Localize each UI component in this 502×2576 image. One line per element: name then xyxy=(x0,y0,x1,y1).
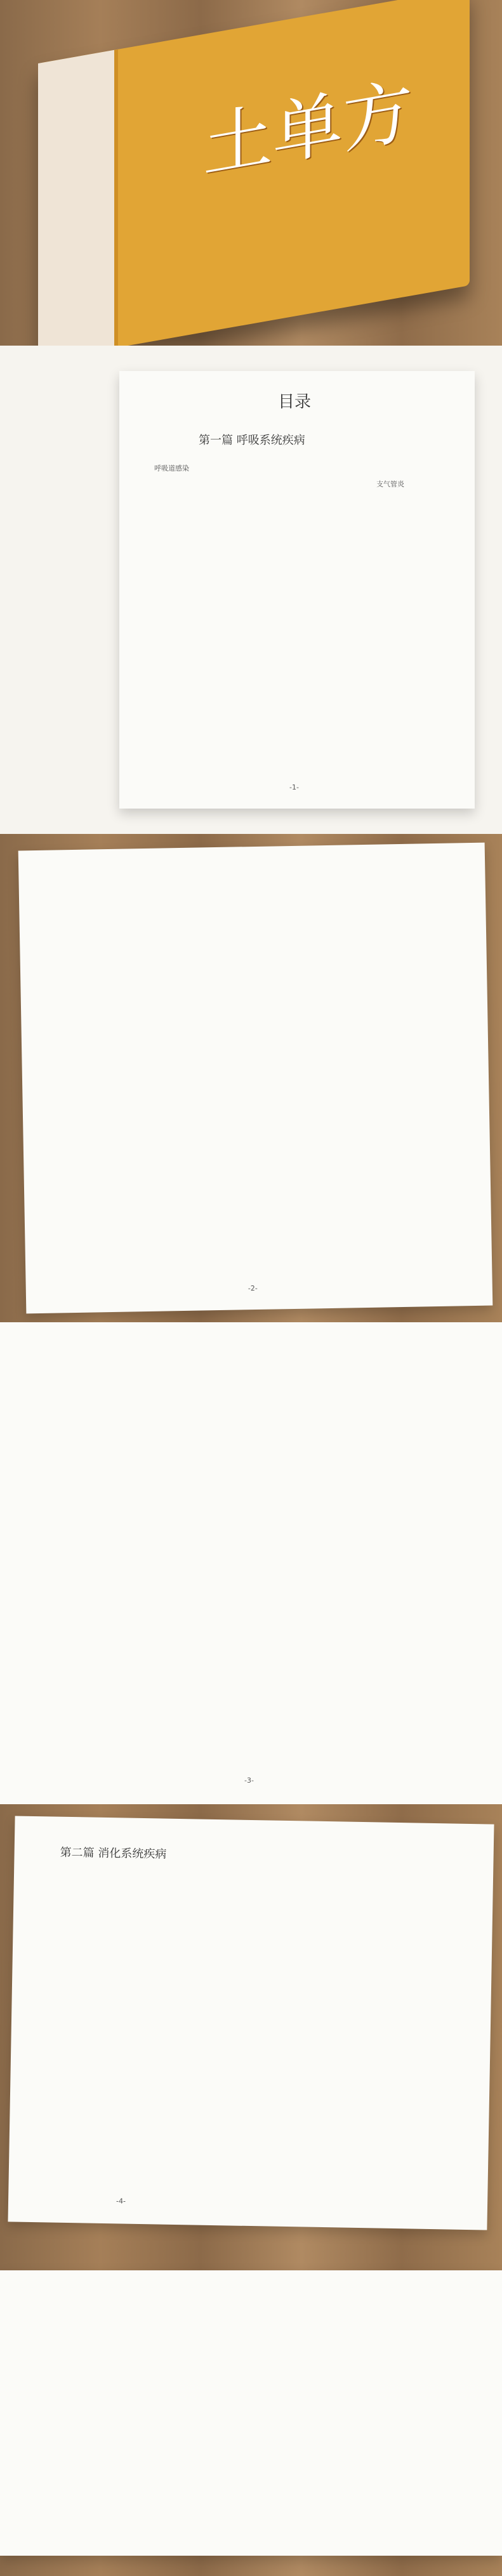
book-cover xyxy=(38,0,470,346)
book-title: 土单方 xyxy=(203,69,413,188)
page-number: -3- xyxy=(244,1776,254,1785)
book-cover-panel xyxy=(0,0,502,346)
page-number: -1- xyxy=(289,783,299,791)
chapter-title: 第二篇 消化系统疾病 xyxy=(60,1845,167,1861)
right-subheading: 支气管炎 xyxy=(376,480,404,488)
chapter-title: 第一篇 呼吸系统疾病 xyxy=(199,434,305,447)
page-number: -4- xyxy=(116,2197,126,2206)
toc-page-3-panel xyxy=(0,1322,502,1804)
toc-page-4 xyxy=(8,1816,494,2230)
toc-page-5 xyxy=(0,2270,502,2556)
left-subheading: 呼吸道感染 xyxy=(154,464,189,472)
book-spine xyxy=(38,49,118,346)
toc-page-1 xyxy=(119,371,475,809)
toc-page-3 xyxy=(0,1322,502,1804)
toc-page-2 xyxy=(18,843,493,1314)
toc-heading: 目录 xyxy=(278,393,312,412)
page-number: -2- xyxy=(248,1284,258,1293)
toc-page-1-panel xyxy=(0,346,502,834)
toc-page-2-panel xyxy=(0,834,502,1322)
toc-page-4-panel xyxy=(0,1804,502,2576)
